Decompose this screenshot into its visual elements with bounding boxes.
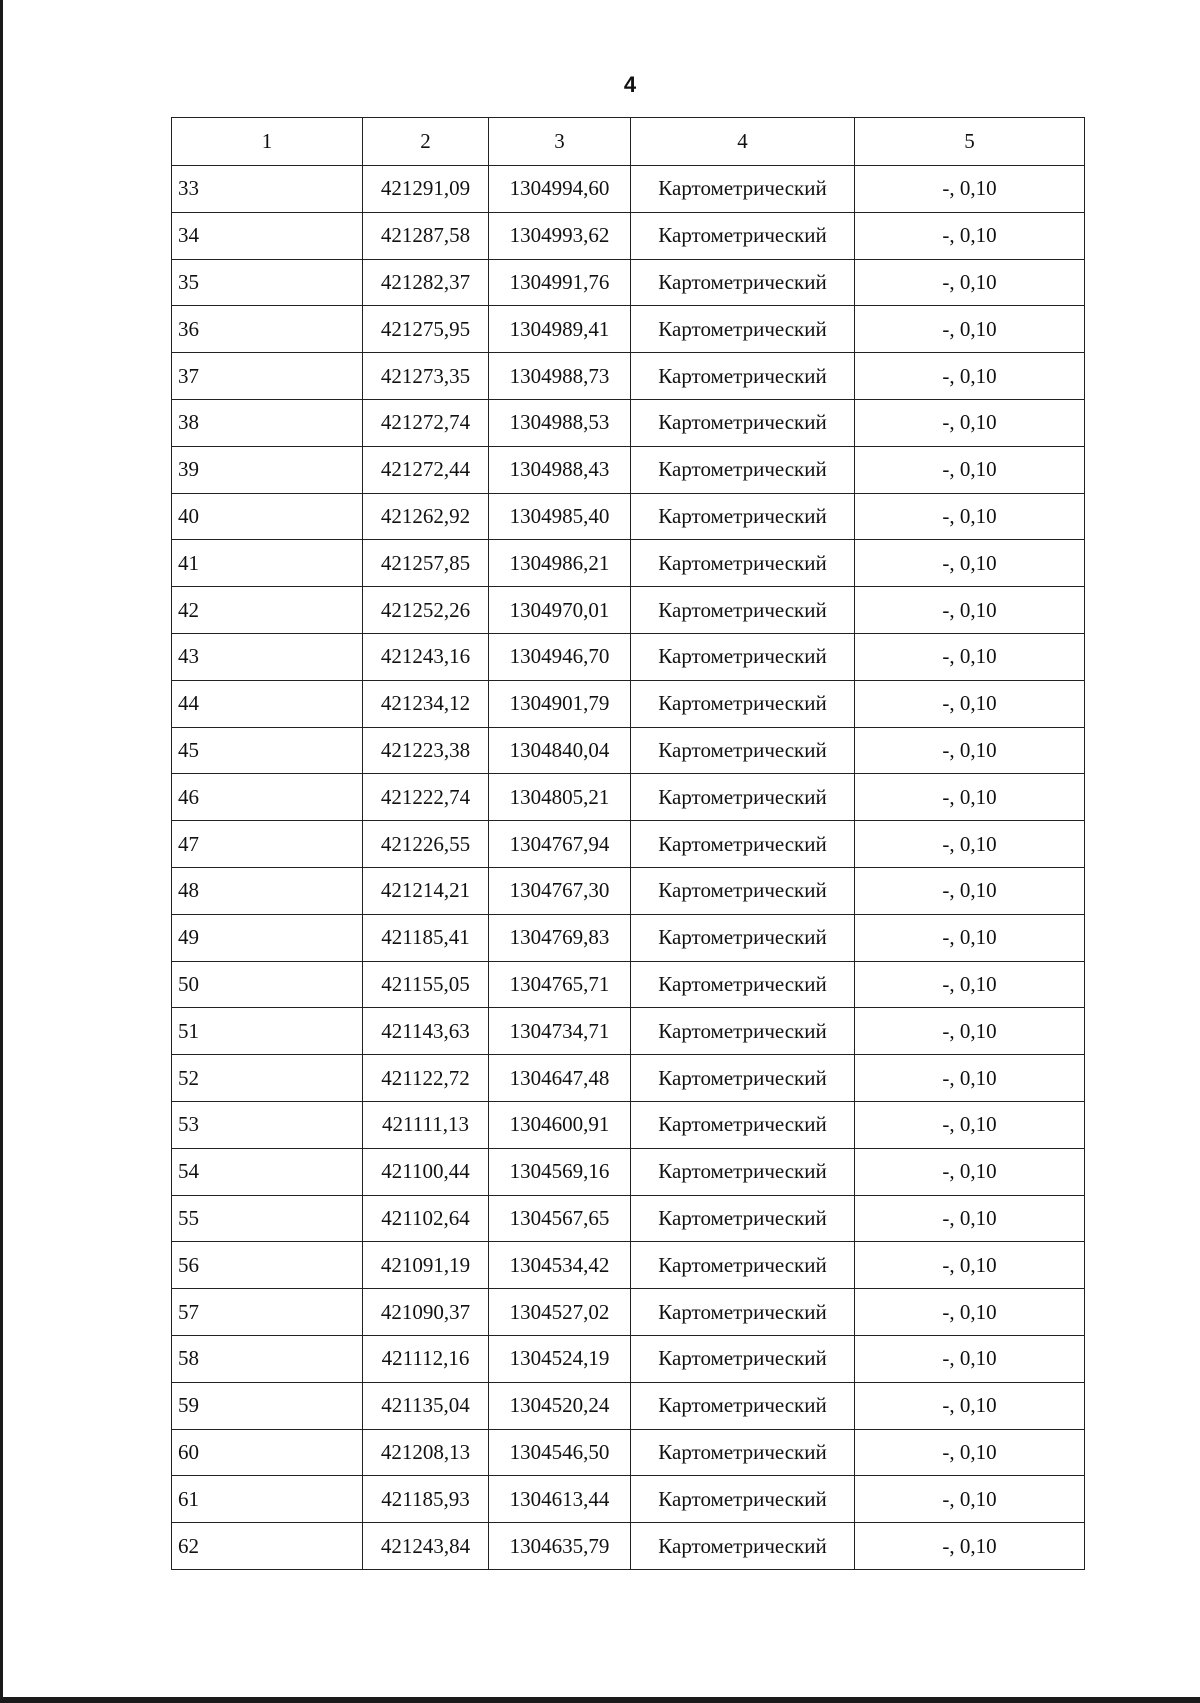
scan-edge-left [0, 0, 3, 1703]
point-number-cell: 62 [172, 1523, 363, 1570]
point-number-cell: 59 [172, 1382, 363, 1429]
x-coordinate-cell: 421155,05 [363, 961, 489, 1008]
method-cell: Картометрический [631, 1429, 855, 1476]
accuracy-cell: -, 0,10 [855, 633, 1085, 680]
method-cell: Картометрический [631, 399, 855, 446]
column-header: 1 [172, 118, 363, 166]
x-coordinate-cell: 421257,85 [363, 540, 489, 587]
method-cell: Картометрический [631, 961, 855, 1008]
y-coordinate-cell: 1304970,01 [489, 587, 631, 634]
point-number-cell: 53 [172, 1101, 363, 1148]
accuracy-cell: -, 0,10 [855, 1008, 1085, 1055]
accuracy-cell: -, 0,10 [855, 212, 1085, 259]
method-cell: Картометрический [631, 1335, 855, 1382]
column-header: 3 [489, 118, 631, 166]
x-coordinate-cell: 421091,19 [363, 1242, 489, 1289]
y-coordinate-cell: 1304524,19 [489, 1335, 631, 1382]
point-number-cell: 37 [172, 353, 363, 400]
x-coordinate-cell: 421282,37 [363, 259, 489, 306]
table-row [172, 1429, 1085, 1476]
y-coordinate-cell: 1304534,42 [489, 1242, 631, 1289]
point-number-cell: 35 [172, 259, 363, 306]
x-coordinate-cell: 421226,55 [363, 821, 489, 868]
accuracy-cell: -, 0,10 [855, 1289, 1085, 1336]
point-number-cell: 46 [172, 774, 363, 821]
table-row [172, 821, 1085, 868]
point-number-cell: 57 [172, 1289, 363, 1336]
y-coordinate-cell: 1304635,79 [489, 1523, 631, 1570]
y-coordinate-cell: 1304569,16 [489, 1148, 631, 1195]
x-coordinate-cell: 421102,64 [363, 1195, 489, 1242]
y-coordinate-cell: 1304805,21 [489, 774, 631, 821]
point-number-cell: 41 [172, 540, 363, 587]
y-coordinate-cell: 1304765,71 [489, 961, 631, 1008]
point-number-cell: 43 [172, 633, 363, 680]
table-row [172, 446, 1085, 493]
x-coordinate-cell: 421135,04 [363, 1382, 489, 1429]
scan-edge-bottom [0, 1697, 1200, 1703]
x-coordinate-cell: 421275,95 [363, 306, 489, 353]
accuracy-cell: -, 0,10 [855, 727, 1085, 774]
accuracy-cell: -, 0,10 [855, 1523, 1085, 1570]
y-coordinate-cell: 1304767,94 [489, 821, 631, 868]
table-header-row [172, 118, 1085, 166]
accuracy-cell: -, 0,10 [855, 587, 1085, 634]
point-number-cell: 50 [172, 961, 363, 1008]
method-cell: Картометрический [631, 306, 855, 353]
table-row [172, 867, 1085, 914]
table-row [172, 914, 1085, 961]
x-coordinate-cell: 421185,93 [363, 1476, 489, 1523]
y-coordinate-cell: 1304734,71 [489, 1008, 631, 1055]
method-cell: Картометрический [631, 774, 855, 821]
accuracy-cell: -, 0,10 [855, 1195, 1085, 1242]
point-number-cell: 44 [172, 680, 363, 727]
column-header: 2 [363, 118, 489, 166]
y-coordinate-cell: 1304988,73 [489, 353, 631, 400]
point-number-cell: 56 [172, 1242, 363, 1289]
method-cell: Картометрический [631, 1523, 855, 1570]
table-row [172, 1335, 1085, 1382]
accuracy-cell: -, 0,10 [855, 399, 1085, 446]
point-number-cell: 33 [172, 166, 363, 213]
y-coordinate-cell: 1304901,79 [489, 680, 631, 727]
method-cell: Картометрический [631, 680, 855, 727]
method-cell: Картометрический [631, 259, 855, 306]
point-number-cell: 45 [172, 727, 363, 774]
y-coordinate-cell: 1304946,70 [489, 633, 631, 680]
point-number-cell: 47 [172, 821, 363, 868]
accuracy-cell: -, 0,10 [855, 774, 1085, 821]
table-row [172, 1289, 1085, 1336]
table-row [172, 727, 1085, 774]
x-coordinate-cell: 421287,58 [363, 212, 489, 259]
method-cell: Картометрический [631, 446, 855, 493]
x-coordinate-cell: 421112,16 [363, 1335, 489, 1382]
accuracy-cell: -, 0,10 [855, 306, 1085, 353]
table-row [172, 353, 1085, 400]
accuracy-cell: -, 0,10 [855, 821, 1085, 868]
table-row [172, 259, 1085, 306]
method-cell: Картометрический [631, 1148, 855, 1195]
point-number-cell: 38 [172, 399, 363, 446]
x-coordinate-cell: 421214,21 [363, 867, 489, 914]
method-cell: Картометрический [631, 1008, 855, 1055]
column-header: 5 [855, 118, 1085, 166]
x-coordinate-cell: 421252,26 [363, 587, 489, 634]
x-coordinate-cell: 421222,74 [363, 774, 489, 821]
point-number-cell: 61 [172, 1476, 363, 1523]
table-row [172, 774, 1085, 821]
y-coordinate-cell: 1304989,41 [489, 306, 631, 353]
accuracy-cell: -, 0,10 [855, 961, 1085, 1008]
method-cell: Картометрический [631, 727, 855, 774]
x-coordinate-cell: 421273,35 [363, 353, 489, 400]
y-coordinate-cell: 1304994,60 [489, 166, 631, 213]
accuracy-cell: -, 0,10 [855, 1429, 1085, 1476]
table-row [172, 1382, 1085, 1429]
table-row [172, 1476, 1085, 1523]
coordinates-table [171, 117, 1085, 1570]
table-row [172, 1523, 1085, 1570]
method-cell: Картометрический [631, 1101, 855, 1148]
table-row [172, 633, 1085, 680]
y-coordinate-cell: 1304647,48 [489, 1055, 631, 1102]
y-coordinate-cell: 1304527,02 [489, 1289, 631, 1336]
point-number-cell: 58 [172, 1335, 363, 1382]
accuracy-cell: -, 0,10 [855, 680, 1085, 727]
point-number-cell: 49 [172, 914, 363, 961]
table-body [172, 166, 1085, 1570]
accuracy-cell: -, 0,10 [855, 540, 1085, 587]
y-coordinate-cell: 1304520,24 [489, 1382, 631, 1429]
point-number-cell: 42 [172, 587, 363, 634]
method-cell: Картометрический [631, 212, 855, 259]
x-coordinate-cell: 421243,84 [363, 1523, 489, 1570]
x-coordinate-cell: 421143,63 [363, 1008, 489, 1055]
table-row [172, 1055, 1085, 1102]
point-number-cell: 54 [172, 1148, 363, 1195]
accuracy-cell: -, 0,10 [855, 1148, 1085, 1195]
point-number-cell: 36 [172, 306, 363, 353]
y-coordinate-cell: 1304769,83 [489, 914, 631, 961]
page-number: 4 [623, 72, 637, 97]
method-cell: Картометрический [631, 1055, 855, 1102]
method-cell: Картометрический [631, 1382, 855, 1429]
method-cell: Картометрический [631, 1289, 855, 1336]
accuracy-cell: -, 0,10 [855, 1382, 1085, 1429]
x-coordinate-cell: 421090,37 [363, 1289, 489, 1336]
table-row [172, 1195, 1085, 1242]
y-coordinate-cell: 1304567,65 [489, 1195, 631, 1242]
point-number-cell: 40 [172, 493, 363, 540]
point-number-cell: 51 [172, 1008, 363, 1055]
point-number-cell: 34 [172, 212, 363, 259]
table-row [172, 306, 1085, 353]
method-cell: Картометрический [631, 1242, 855, 1289]
table-row [172, 493, 1085, 540]
table-row [172, 212, 1085, 259]
y-coordinate-cell: 1304991,76 [489, 259, 631, 306]
accuracy-cell: -, 0,10 [855, 259, 1085, 306]
method-cell: Картометрический [631, 1195, 855, 1242]
accuracy-cell: -, 0,10 [855, 353, 1085, 400]
y-coordinate-cell: 1304986,21 [489, 540, 631, 587]
accuracy-cell: -, 0,10 [855, 914, 1085, 961]
y-coordinate-cell: 1304985,40 [489, 493, 631, 540]
point-number-cell: 48 [172, 867, 363, 914]
x-coordinate-cell: 421272,74 [363, 399, 489, 446]
table-row [172, 961, 1085, 1008]
table-row [172, 166, 1085, 213]
column-header: 4 [631, 118, 855, 166]
method-cell: Картометрический [631, 540, 855, 587]
accuracy-cell: -, 0,10 [855, 1335, 1085, 1382]
accuracy-cell: -, 0,10 [855, 867, 1085, 914]
x-coordinate-cell: 421223,38 [363, 727, 489, 774]
x-coordinate-cell: 421111,13 [363, 1101, 489, 1148]
y-coordinate-cell: 1304613,44 [489, 1476, 631, 1523]
method-cell: Картометрический [631, 587, 855, 634]
accuracy-cell: -, 0,10 [855, 1242, 1085, 1289]
point-number-cell: 52 [172, 1055, 363, 1102]
table-row [172, 1148, 1085, 1195]
table-row [172, 1101, 1085, 1148]
method-cell: Картометрический [631, 914, 855, 961]
accuracy-cell: -, 0,10 [855, 166, 1085, 213]
method-cell: Картометрический [631, 821, 855, 868]
y-coordinate-cell: 1304546,50 [489, 1429, 631, 1476]
method-cell: Картометрический [631, 867, 855, 914]
x-coordinate-cell: 421122,72 [363, 1055, 489, 1102]
x-coordinate-cell: 421291,09 [363, 166, 489, 213]
table-row [172, 587, 1085, 634]
x-coordinate-cell: 421262,92 [363, 493, 489, 540]
table-row [172, 1008, 1085, 1055]
x-coordinate-cell: 421272,44 [363, 446, 489, 493]
method-cell: Картометрический [631, 353, 855, 400]
y-coordinate-cell: 1304767,30 [489, 867, 631, 914]
y-coordinate-cell: 1304993,62 [489, 212, 631, 259]
method-cell: Картометрический [631, 633, 855, 680]
table-row [172, 680, 1085, 727]
table-row [172, 1242, 1085, 1289]
y-coordinate-cell: 1304600,91 [489, 1101, 631, 1148]
point-number-cell: 39 [172, 446, 363, 493]
method-cell: Картометрический [631, 493, 855, 540]
x-coordinate-cell: 421100,44 [363, 1148, 489, 1195]
table-row [172, 399, 1085, 446]
y-coordinate-cell: 1304840,04 [489, 727, 631, 774]
point-number-cell: 55 [172, 1195, 363, 1242]
accuracy-cell: -, 0,10 [855, 1055, 1085, 1102]
accuracy-cell: -, 0,10 [855, 493, 1085, 540]
y-coordinate-cell: 1304988,53 [489, 399, 631, 446]
method-cell: Картометрический [631, 166, 855, 213]
method-cell: Картометрический [631, 1476, 855, 1523]
accuracy-cell: -, 0,10 [855, 1476, 1085, 1523]
x-coordinate-cell: 421243,16 [363, 633, 489, 680]
point-number-cell: 60 [172, 1429, 363, 1476]
x-coordinate-cell: 421234,12 [363, 680, 489, 727]
x-coordinate-cell: 421208,13 [363, 1429, 489, 1476]
table-row [172, 540, 1085, 587]
accuracy-cell: -, 0,10 [855, 446, 1085, 493]
y-coordinate-cell: 1304988,43 [489, 446, 631, 493]
accuracy-cell: -, 0,10 [855, 1101, 1085, 1148]
x-coordinate-cell: 421185,41 [363, 914, 489, 961]
